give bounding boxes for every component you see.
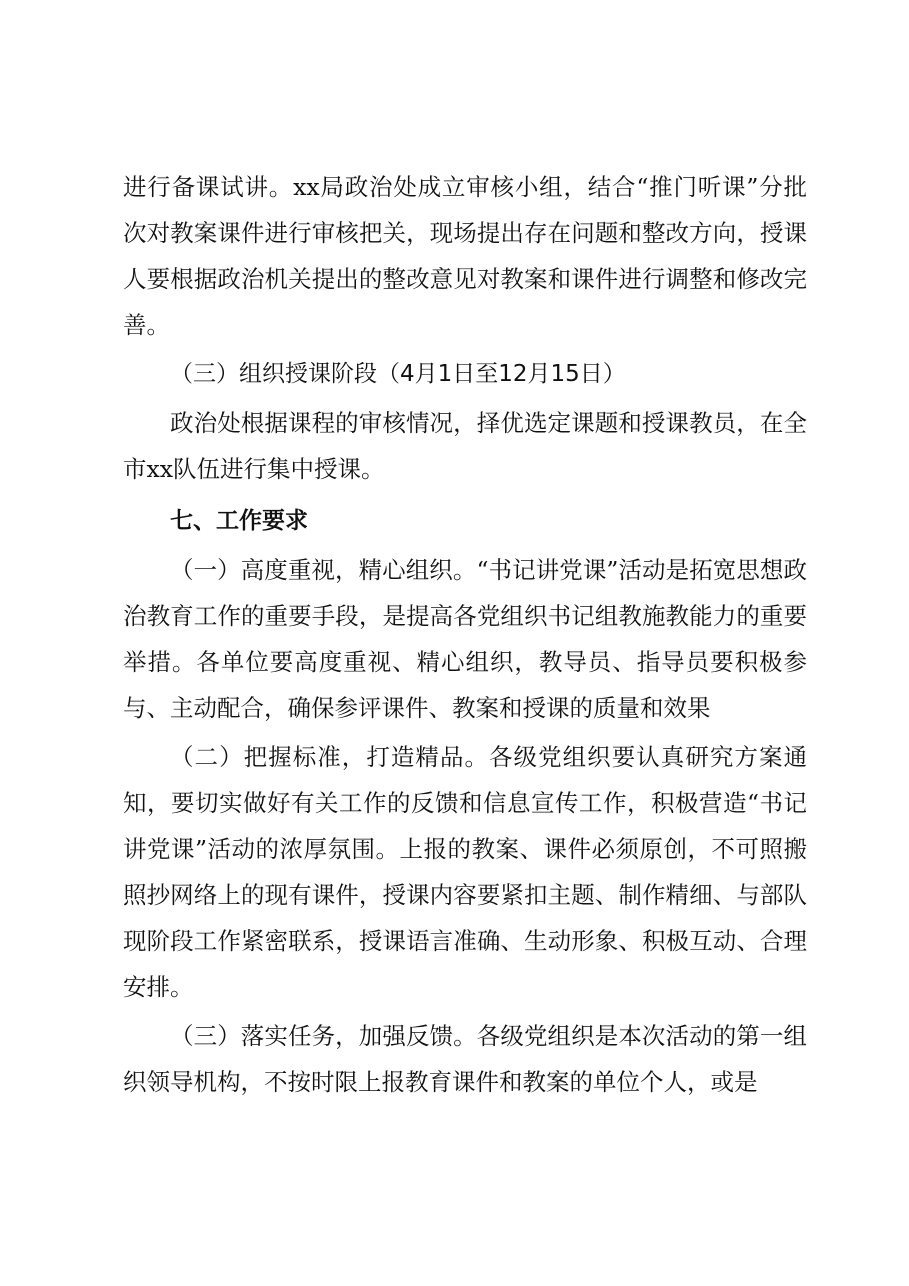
- paragraph-teaching-stage: 政治处根据课程的审核情况，择优选定课题和授课教员，在全市xx队伍进行集中授课。: [123, 409, 807, 483]
- paragraph-requirement-3: （三）落实任务，加强反馈。各级党组织是本次活动的第一组织领导机构，不按时限上报教育课件和教案的单位个人，或是: [123, 1022, 807, 1096]
- paragraph-lesson-prep: 进行备课试讲。xx局政治处成立审核小组，结合“推门听课”分批次对教案课件进行审核把关，现场提出存在问题和整改方向，授课人要根据政治机关提出的整改意见对教案和课件进行调整和修改完善。: [123, 173, 807, 339]
- document-body: [123, 164, 807, 1108]
- subheading-teaching-stage: （三）组织授课阶段（4月1日至12月15日）: [170, 361, 626, 387]
- section-heading-work-requirements: 七、工作要求: [170, 508, 308, 534]
- paragraph-requirement-2: （二）把握标准，打造精品。各级党组织要认真研究方案通知，要切实做好有关工作的反馈和信息宣传工作，积极营造“书记讲党课”活动的浓厚氛围。上报的教案、课件必须原创，不可照搬照抄网络上的现有课件，授课内容要紧扣主题、制作精细、与部队现阶段工作紧密联系，授课语言准确、生动形象、积极互动、合理安排。: [123, 743, 807, 1001]
- paragraph-requirement-1: （一）高度重视，精心组织。“书记讲党课”活动是拓宽思想政治教育工作的重要手段，是提高各党组织书记组教施教能力的重要举措。各单位要高度重视、精心组织，教导员、指导员要积极参与、主动配合，确保参评课件、教案和授课的质量和效果: [123, 556, 807, 722]
